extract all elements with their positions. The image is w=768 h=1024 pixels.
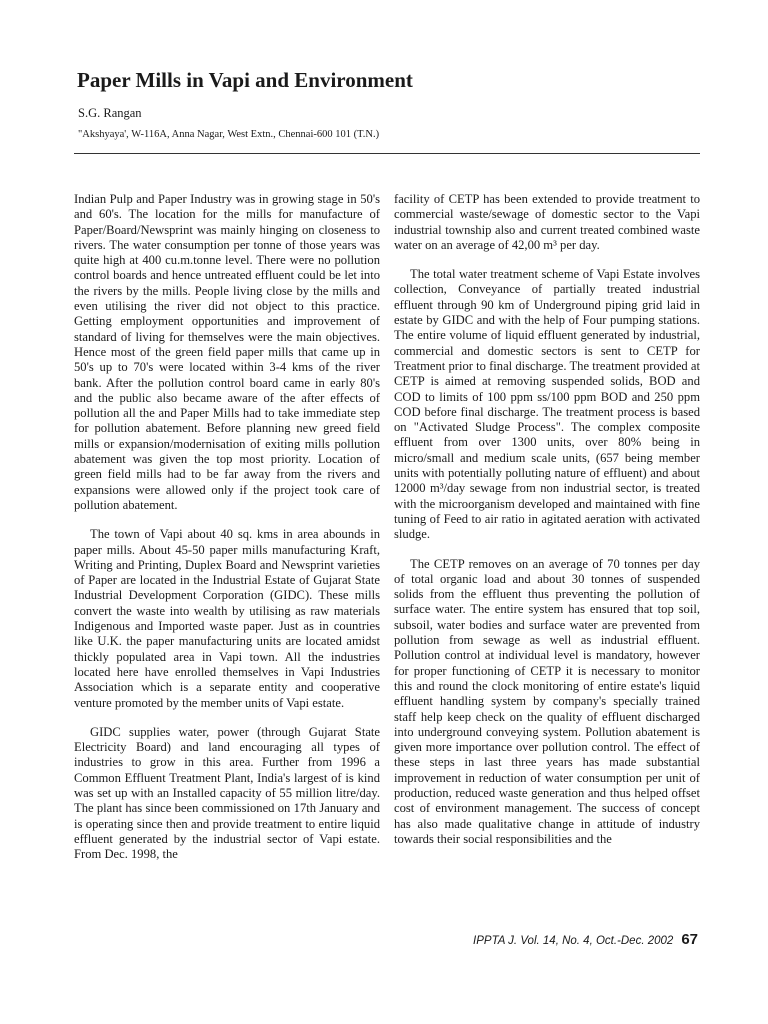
paragraph: The total water treatment scheme of Vapi Estate involves collection, Conveyance of partially treated industrial effluent through 90 km of Underground piping grid laid in estate by GIDC and with the help of Four pumping stations. The entire volume of liquid effluent generated by industrial, commercial and domestic sectors is sent to CETP for Treatment prior to final discharge. The treatment provided at CETP is aimed at removing suspended solids, BOD and COD to limits of 100 ppm ss/100 ppm BOD and 250 ppm COD before final discharge. The treatment process is based on "Activated Sludge Process". The complex composite effluent from over 1300 units, over 80% being in micro/small and medium scale units, (657 being member units with potentially polluting nature of effluent) and about 12000 m³/day sewage from non industrial sector, is treated with the microorganism developed and maintained with fine tuning of Feed to air ratio in agitated aeration with activated sludge. (394, 267, 700, 542)
author-name: S.G. Rangan (78, 106, 142, 120)
paragraph: GIDC supplies water, power (through Gujarat State Electricity Board) and land encouraging all types of industries to grow in this area. Further from 1996 a Common Effluent Treatment Plant, India's largest of is kind was set up with an Installed capacity of 55 million litre/day. The plant has since been commissioned on 17th January and is operating since then and provide treatment to entire liquid effluent generated by the industrial sector of Vapi estate. From Dec. 1998, the (74, 724, 380, 862)
journal-citation: IPPTA J. Vol. 14, No. 4, Oct.-Dec. 2002 (473, 935, 674, 947)
page-number: 67 (681, 931, 698, 948)
paragraph: facility of CETP has been extended to provide treatment to commercial waste/sewage of domestic sector to the Vapi industrial township also and current treated combined waste water on an average of 42,00 m³ per day. (394, 192, 700, 252)
author-affiliation: "Akshyaya', W-116A, Anna Nagar, West Extn., Chennai-600 101 (T.N.) (78, 129, 380, 140)
paragraph: The CETP removes on an average of 70 tonnes per day of total organic load and about 30 tonnes of suspended solids from the effluent thus preventing the pollution of surface water. The entire system has ensured that top soil, subsoil, water bodies and surface water are prevented from pollution from sewage as well as industrial effluent. Pollution control at individual level is mandatory, however for proper functioning of CETP it is necessary to monitor this and round the clock monitoring of entire estate's liquid effluent handling system by company's specially trained staff help keep check on the quality of effluent discharged into underground conveying system. Pollution abatement is given more importance over pollution control. The effect of these steps in last three years has made substantial improvement in reduction of water consumption per unit of production, reduced waste generation and thus helped offset cost of environment management. The success of concept has also made qualitative change in attitude of industry towards their social responsibilities and the (394, 556, 700, 846)
paper-title: Paper Mills in Vapi and Environment (77, 68, 413, 92)
paragraph: The town of Vapi about 40 sq. kms in area abounds in paper mills. About 45-50 paper mills manufacturing Kraft, Writing and Printing, Duplex Board and Newsprint varieties of Paper are located in the Industrial Estate of Gujarat State Industrial Development Corporation (GIDC). These mills convert the waste into wealth by utilising as raw materials Indigenous and Imported waste paper. Just as in countries like U.K. the paper manufacturing units are located amidst thickly populated area in Vapi town. All the industries located here have enrolled themselves in Vapi Industries Association which is a separate entity and cooperative venture promoted by the member units of Vapi estate. (74, 527, 380, 710)
header-divider (74, 153, 700, 154)
left-column (74, 192, 380, 876)
right-column (394, 192, 700, 861)
journal-footer (473, 931, 698, 948)
paragraph: Indian Pulp and Paper Industry was in growing stage in 50's and 60's. The location for the mills for manufacture of Paper/Board/Newsprint was mainly hinging on closeness to rivers. The water consumption per tonne of those years was quite high at 400 cu.m.tonne level. There were no pollution control boards and hence untreated effluent could be let into the rivers by the mills. People living close by the mills and even utilising the river did not object to this practice. Getting employment opportunities and improvement of standard of living for themselves were the main objectives. Hence most of the green field paper mills that came up in 50's up to 70's were located within 3-4 kms of the river bank. After the pollution control board came in early 80's and the public also became aware of the after effects of pollution all the and Paper Mills had to take immediate step for pollution abatement. Before planning new greed field mills or expansion/modernisation of exiting mills pollution abatement was given the top most priority. Location of green field mills had to be far away from the rivers and expansions were allowed only if the project took care of pollution abatement. (74, 192, 380, 512)
